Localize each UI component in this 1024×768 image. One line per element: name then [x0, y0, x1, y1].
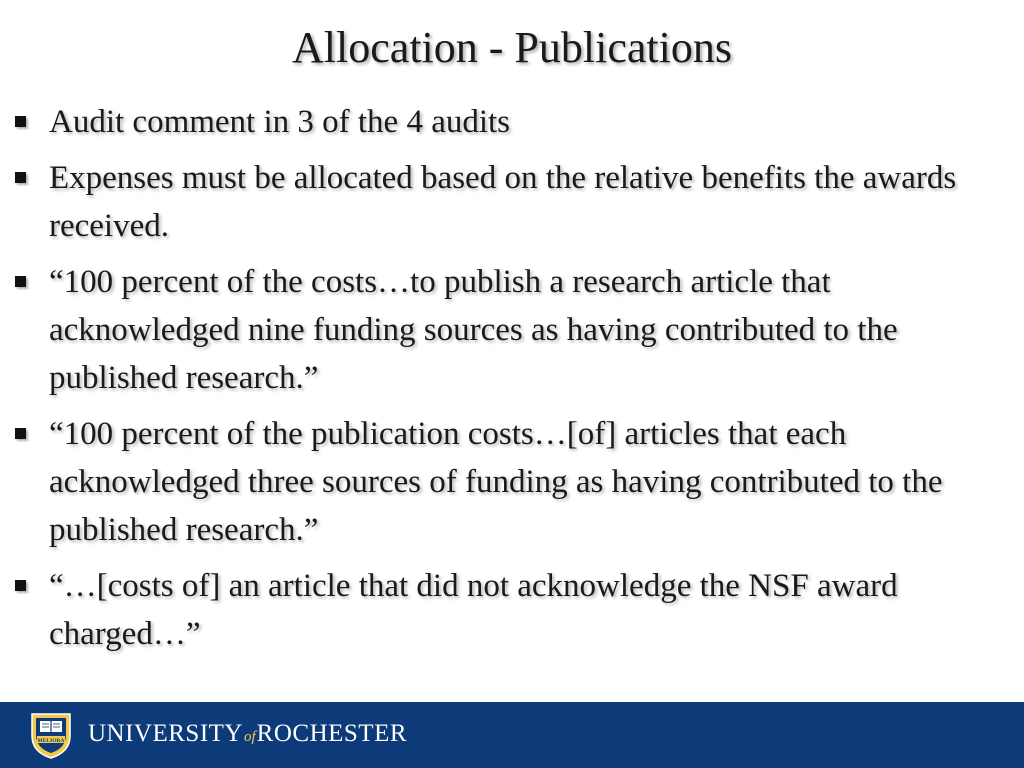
- square-bullet-icon: [15, 580, 26, 591]
- wordmark-end: ROCHESTER: [256, 720, 408, 747]
- footer-bar: [0, 702, 1024, 768]
- bullet-text: Expenses must be allocated based on the relative benefits the awards received.: [49, 160, 957, 244]
- bullet-item: [0, 258, 1024, 402]
- bullet-item: [0, 562, 1024, 658]
- university-wordmark: [88, 719, 407, 752]
- bullet-item: [0, 154, 1024, 250]
- square-bullet-icon: [15, 428, 26, 439]
- square-bullet-icon: [15, 276, 26, 287]
- bullet-text: “100 percent of the publication costs…[of] articles that each acknowledged three sources of funding as having contributed to the published research.”: [49, 416, 943, 548]
- bullet-text: “…[costs of] an article that did not acknowledge the NSF award charged…”: [49, 568, 898, 652]
- bullet-item: [0, 410, 1024, 554]
- bullet-item: [0, 98, 1024, 146]
- bullet-text: “100 percent of the costs…to publish a research article that acknowledged nine funding sources as having contributed to the published research.”: [49, 264, 898, 396]
- wordmark-main: UNIVERSITY: [88, 720, 243, 747]
- university-seal-icon: [28, 710, 74, 760]
- square-bullet-icon: [15, 172, 26, 183]
- seal-motto: MELIORA: [37, 737, 65, 744]
- slide-title: Allocation - Publications: [292, 23, 732, 72]
- square-bullet-icon: [15, 116, 26, 127]
- bullet-text: Audit comment in 3 of the 4 audits: [49, 104, 511, 140]
- bullet-list: [0, 98, 1024, 666]
- wordmark-of: of: [244, 729, 256, 745]
